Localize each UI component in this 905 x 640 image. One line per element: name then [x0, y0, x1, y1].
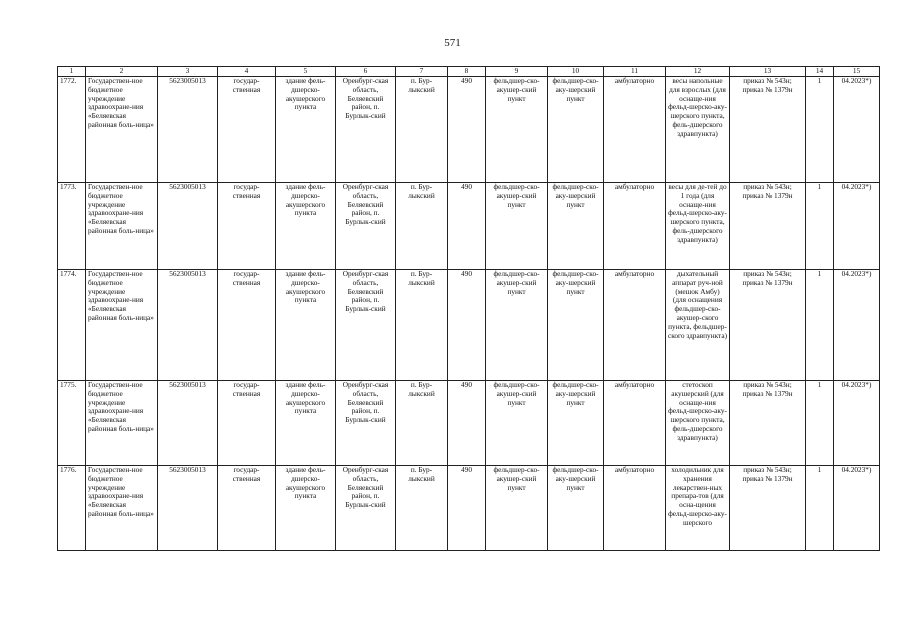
cell-inn: 5623005013	[158, 381, 218, 466]
cell-organization: Государствен-ное бюджетное учреждение здравоохране-ния «Беляевская районная боль-ница»	[86, 270, 158, 381]
col-header: 4	[218, 67, 276, 77]
table-row	[58, 381, 880, 466]
cell-unit-type: фельдшер-ско-аку-шерский пункт	[548, 183, 604, 270]
cell-date: 04.2023*)	[834, 183, 880, 270]
col-header: 15	[834, 67, 880, 77]
cell-care: амбулаторно	[604, 270, 666, 381]
cell-unit: фельдшер-ско-акушер-ский пункт	[486, 270, 548, 381]
col-header: 10	[548, 67, 604, 77]
col-header: 3	[158, 67, 218, 77]
cell-quantity: 1	[806, 381, 834, 466]
col-header: 1	[58, 67, 86, 77]
cell-orders: приказ № 543н; приказ № 1379н	[730, 270, 806, 381]
cell-number: 1772.	[58, 77, 86, 183]
cell-orders: приказ № 543н; приказ № 1379н	[730, 381, 806, 466]
cell-unit-type: фельдшер-ско-аку-шерский пункт	[548, 466, 604, 551]
col-header: 9	[486, 67, 548, 77]
cell-quantity: 1	[806, 466, 834, 551]
cell-ownership: государ-ственная	[218, 381, 276, 466]
cell-unit-type: фельдшер-ско-аку-шерский пункт	[548, 77, 604, 183]
cell-equipment: стетоскоп акушерский (для оснаще-ния фельд-шерско-аку-шерского пункта, фель-дшерского здравпункта)	[666, 381, 730, 466]
cell-unit-type: фельдшер-ско-аку-шерский пункт	[548, 381, 604, 466]
cell-ownership: государ-ственная	[218, 77, 276, 183]
cell-date: 04.2023*)	[834, 466, 880, 551]
cell-organization: Государствен-ное бюджетное учреждение здравоохране-ния «Беляевская районная боль-ница»	[86, 77, 158, 183]
col-header: 7	[396, 67, 448, 77]
cell-address: Оренбург-ская область, Беляевский район, п. Бурлык-ский	[336, 270, 396, 381]
col-header: 14	[806, 67, 834, 77]
cell-quantity: 1	[806, 270, 834, 381]
cell-equipment: весы напольные для взрослых (для оснаще-ния фельд-шерско-аку-шерского пункта, фель-дшерского здравпункта)	[666, 77, 730, 183]
cell-ownership: государ-ственная	[218, 270, 276, 381]
cell-date: 04.2023*)	[834, 381, 880, 466]
cell-equipment: дыхательный аппарат руч-ной (мешок Амбу) (для оснащения фельдшер-ско-акушер-ского пункта, фельдшер-ского здравпункта)	[666, 270, 730, 381]
cell-unit: фельдшер-ско-акушер-ский пункт	[486, 381, 548, 466]
cell-care: амбулаторно	[604, 381, 666, 466]
cell-code: 490	[448, 77, 486, 183]
cell-inn: 5623005013	[158, 270, 218, 381]
cell-quantity: 1	[806, 183, 834, 270]
col-header: 2	[86, 67, 158, 77]
cell-orders: приказ № 543н; приказ № 1379н	[730, 183, 806, 270]
table-row	[58, 270, 880, 381]
cell-organization: Государствен-ное бюджетное учреждение здравоохране-ния «Беляевская районная боль-ница»	[86, 381, 158, 466]
cell-organization: Государствен-ное бюджетное учреждение здравоохране-ния «Беляевская районная боль-ница»	[86, 466, 158, 551]
col-header: 12	[666, 67, 730, 77]
cell-number: 1774.	[58, 270, 86, 381]
col-header: 5	[276, 67, 336, 77]
cell-organization: Государствен-ное бюджетное учреждение здравоохране-ния «Беляевская районная боль-ница»	[86, 183, 158, 270]
cell-inn: 5623005013	[158, 466, 218, 551]
cell-number: 1776.	[58, 466, 86, 551]
header-row	[58, 67, 880, 77]
cell-locality: п. Бур-лыкский	[396, 270, 448, 381]
page-number: 571	[444, 37, 461, 49]
cell-orders: приказ № 543н; приказ № 1379н	[730, 77, 806, 183]
cell-equipment: весы для де-тей до 1 года (для оснаще-ния фельд-шерско-аку-шерского пункта, фель-дшерского здравпункта)	[666, 183, 730, 270]
cell-date: 04.2023*)	[834, 77, 880, 183]
col-header: 6	[336, 67, 396, 77]
cell-number: 1773.	[58, 183, 86, 270]
cell-equipment: холодильник для хранения лекарствен-ных препара-тов (для осна-щения фельд-шерско-аку-шерского	[666, 466, 730, 551]
cell-address: Оренбург-ская область, Беляевский район, п. Бурлык-ский	[336, 77, 396, 183]
cell-care: амбулаторно	[604, 77, 666, 183]
cell-ownership: государ-ственная	[218, 466, 276, 551]
cell-locality: п. Бур-лыкский	[396, 381, 448, 466]
table-row	[58, 466, 880, 551]
cell-locality: п. Бур-лыкский	[396, 466, 448, 551]
cell-locality: п. Бур-лыкский	[396, 77, 448, 183]
cell-locality: п. Бур-лыкский	[396, 183, 448, 270]
cell-address: Оренбург-ская область, Беляевский район, п. Бурлык-ский	[336, 183, 396, 270]
cell-number: 1775.	[58, 381, 86, 466]
cell-inn: 5623005013	[158, 77, 218, 183]
cell-unit: фельдшер-ско-акушер-ский пункт	[486, 466, 548, 551]
table-row	[58, 183, 880, 270]
cell-building: здание фель-дшерско-акушерского пункта	[276, 183, 336, 270]
cell-code: 490	[448, 270, 486, 381]
table-row	[58, 77, 880, 183]
cell-unit-type: фельдшер-ско-аку-шерский пункт	[548, 270, 604, 381]
col-header: 11	[604, 67, 666, 77]
cell-code: 490	[448, 183, 486, 270]
cell-building: здание фель-дшерско-акушерского пункта	[276, 270, 336, 381]
cell-address: Оренбург-ская область, Беляевский район, п. Бурлык-ский	[336, 381, 396, 466]
cell-address: Оренбург-ская область, Беляевский район, п. Бурлык-ский	[336, 466, 396, 551]
cell-quantity: 1	[806, 77, 834, 183]
cell-building: здание фель-дшерско-акушерского пункта	[276, 381, 336, 466]
cell-building: здание фель-дшерско-акушерского пункта	[276, 466, 336, 551]
col-header: 8	[448, 67, 486, 77]
cell-unit: фельдшер-ско-акушер-ский пункт	[486, 183, 548, 270]
cell-building: здание фель-дшерско-акушерского пункта	[276, 77, 336, 183]
cell-code: 490	[448, 381, 486, 466]
cell-date: 04.2023*)	[834, 270, 880, 381]
cell-orders: приказ № 543н; приказ № 1379н	[730, 466, 806, 551]
cell-inn: 5623005013	[158, 183, 218, 270]
cell-ownership: государ-ственная	[218, 183, 276, 270]
registry-table	[57, 66, 880, 551]
cell-care: амбулаторно	[604, 466, 666, 551]
cell-code: 490	[448, 466, 486, 551]
cell-unit: фельдшер-ско-акушер-ский пункт	[486, 77, 548, 183]
cell-care: амбулаторно	[604, 183, 666, 270]
col-header: 13	[730, 67, 806, 77]
